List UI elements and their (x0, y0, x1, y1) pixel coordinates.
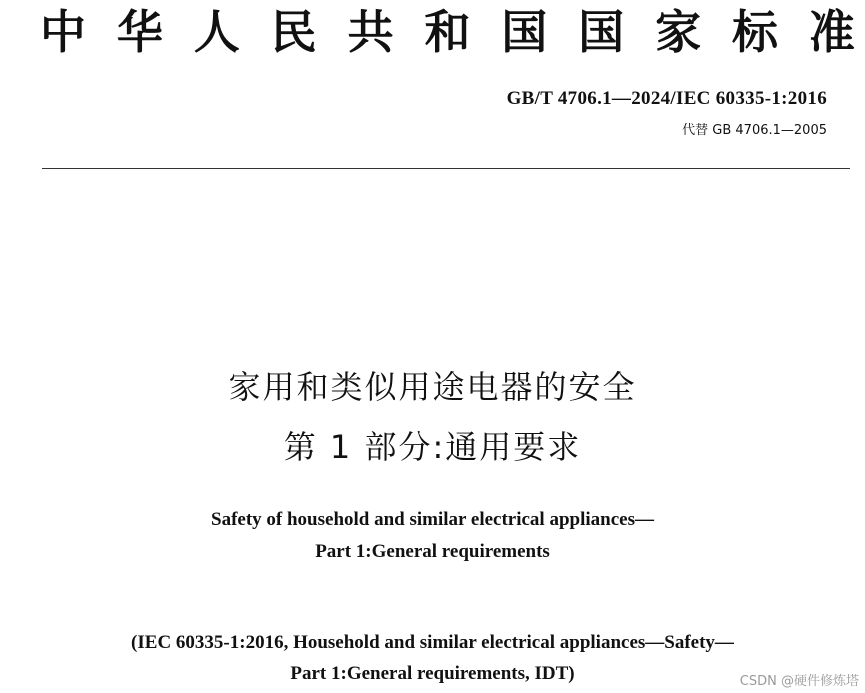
banner-char: 国 (501, 5, 548, 59)
banner-char: 中 (40, 5, 86, 59)
header-divider (42, 168, 850, 169)
banner-char: 家 (655, 5, 702, 59)
chinese-title-line-1: 家用和类似用途电器的安全 (228, 368, 637, 406)
banner-char: 共 (347, 5, 394, 59)
watermark: CSDN @硬件修炼塔 (739, 674, 859, 689)
banner-char: 和 (424, 5, 471, 59)
english-title-line-2: Part 1:General requirements (315, 541, 550, 562)
replaces-note: 代替 GB 4706.1—2005 (682, 123, 827, 138)
iec-equivalence-line-2: Part 1:General requirements, IDT) (290, 663, 575, 684)
banner-char: 标 (732, 5, 779, 59)
standard-number: GB/T 4706.1—2024/IEC 60335-1:2016 (506, 88, 827, 109)
english-title-line-1: Safety of household and similar electrical appliances— (211, 509, 654, 530)
national-standard-banner (40, 6, 855, 58)
banner-char: 国 (578, 5, 625, 59)
banner-char: 华 (116, 5, 163, 59)
iec-equivalence-line-1: (IEC 60335-1:2016, Household and similar electrical appliances—Safety— (131, 632, 734, 653)
chinese-title-line-2: 第 1 部分:通用要求 (283, 428, 582, 466)
banner-char: 民 (270, 5, 317, 59)
banner-char: 人 (193, 5, 240, 59)
banner-char: 准 (808, 5, 855, 59)
